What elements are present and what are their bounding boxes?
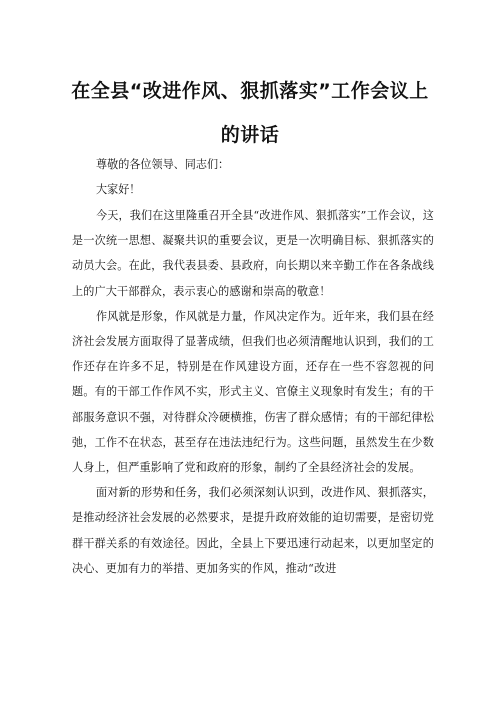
- document-title-line-1: 在全县“改进作风、狠抓落实”工作会议上: [71, 80, 429, 102]
- paragraph-1: 今天，我们在这里隆重召开全县“改进作风、狠抓落实”工作会议，这是一次统一思想、凝聚共识的重要会议，更是一次明确目标、狠抓落实的动员大会。在此，我代表县委、县政府，向长期以来辛勤工作在各条战线上的广大干部群众，表示衷心的感谢和崇高的敬意！: [72, 209, 434, 298]
- paragraph-3: 面对新的形势和任务，我们必须深刻认识到，改进作风、狠抓落实，是推动经济社会发展的必然要求，是提升政府效能的迫切需要，是密切党群干群关系的有效途径。因此，全县上下要迅速行动起来，以更加坚定的决心、更加有力的举措、更加务实的作风，推动“改进: [72, 486, 434, 575]
- paragraph-2: 作风就是形象，作风就是力量，作风决定作为。近年来，我们县在经济社会发展方面取得了显著成绩，但我们也必须清醒地认识到，我们的工作还存在许多不足，特别是在作风建设方面，还存在一些不容忽视的问题。有的干部工作作风不实，形式主义、官僚主义现象时有发生；有的干部服务意识不强，对待群众冷硬横推，伤害了群众感情；有的干部纪律松弛，工作不在状态，甚至存在违法违纪行为。这些问题，虽然发生在少数人身上，但严重影响了党和政府的形象，制约了全县经济社会的发展。: [72, 309, 434, 475]
- body-text: [72, 203, 434, 581]
- greeting: 大家好！: [96, 183, 141, 196]
- salutation: 尊敬的各位领导、同志们：: [96, 158, 230, 171]
- document-title-line-2: 的讲话: [220, 124, 280, 146]
